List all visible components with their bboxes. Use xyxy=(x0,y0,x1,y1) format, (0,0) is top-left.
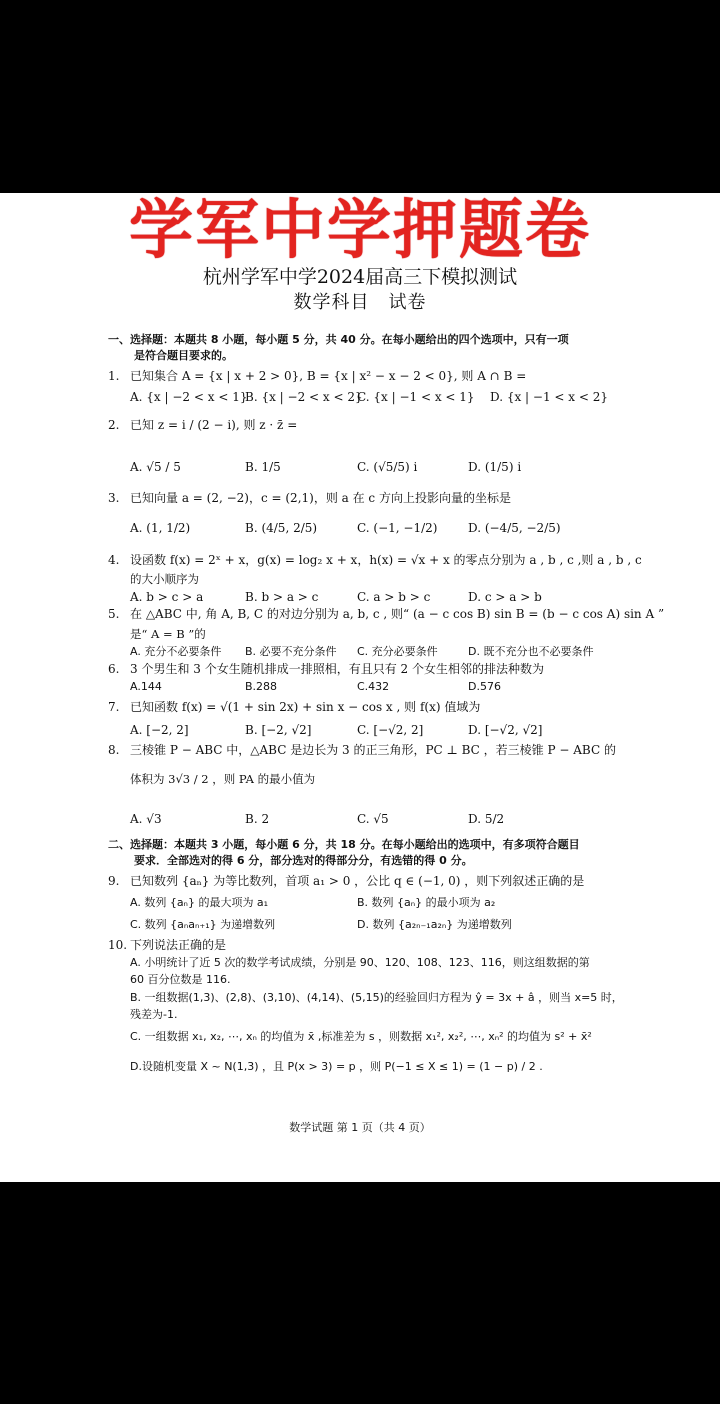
question-text: 已知集合 A = {x | x + 2 > 0}, B = {x | x² − x − 2 < 0}, 则 A ∩ B = xyxy=(130,369,527,383)
banner-title: 学军中学押题卷 xyxy=(129,194,591,268)
question-1 xyxy=(108,368,618,385)
question-10 xyxy=(108,937,618,954)
option-c: C. (√5/5) i xyxy=(357,460,418,474)
question-text: 设函数 f(x) = 2ˣ + x，g(x) = log₂ x + x，h(x) = √x + x 的零点分别为 a , b , c ,则 a , b , c xyxy=(130,553,642,567)
option-b: B. 1/5 xyxy=(245,460,281,474)
question-number: 6. xyxy=(108,662,120,676)
question-3 xyxy=(108,490,618,507)
question-6 xyxy=(108,661,618,678)
question-8-continued: 体积为 3√3 / 2 ，则 PA 的最小值为 xyxy=(130,772,316,786)
q10-option-d: D.设随机变量 X ~ N(1,3) ，且 P(x > 3) = p ，则 P(−1 ≤ X ≤ 1) = (1 − p) / 2 . xyxy=(130,1060,543,1073)
question-text: 三棱锥 P − ABC 中，△ABC 是边长为 3 的正三角形，PC ⊥ BC ，若三棱锥 P − ABC 的 xyxy=(130,743,616,757)
option-a: A. 数列 {aₙ} 的最大项为 a₁ xyxy=(130,896,269,909)
exam-subject: 数学科目 试卷 xyxy=(293,292,427,313)
option-b: B. (4/5, 2/5) xyxy=(245,521,318,535)
option-a: A. b > c > a xyxy=(130,590,204,604)
option-d: D. (1/5) i xyxy=(468,460,522,474)
q10-option-b-line-2: 残差为-1. xyxy=(130,1008,178,1021)
question-7 xyxy=(108,699,618,716)
option-a: A. [−2, 2] xyxy=(130,723,189,737)
option-b: B. [−2, √2] xyxy=(245,723,312,737)
question-5 xyxy=(108,606,665,623)
question-number: 5. xyxy=(108,607,120,621)
question-number: 8. xyxy=(108,743,120,757)
option-c: C. (−1, −1/2) xyxy=(357,521,438,535)
option-c: C.432 xyxy=(357,680,390,693)
question-text: 已知数列 {aₙ} 为等比数列，首项 a₁ > 0 ，公比 q ∈ (−1, 0) ，则下列叙述正确的是 xyxy=(130,874,585,888)
option-b: B. {x | −2 < x < 2} xyxy=(245,390,363,404)
option-c: C. {x | −1 < x < 1} xyxy=(357,390,475,404)
option-b: B. 2 xyxy=(245,812,270,826)
question-2 xyxy=(108,417,618,434)
option-d: D. 数列 {a₂ₙ₋₁a₂ₙ} 为递增数列 xyxy=(357,918,512,931)
section-2-line-1: 二、选择题：本题共 3 小题，每小题 6 分，共 18 分。在每小题给出的选项中，有多项符合题目 xyxy=(108,838,580,851)
option-b: B. b > a > c xyxy=(245,590,319,604)
option-b: B.288 xyxy=(245,680,278,693)
option-a: A. {x | −2 < x < 1} xyxy=(130,390,248,404)
option-c: C. [−√2, 2] xyxy=(357,723,424,737)
question-text: 已知 z = i / (2 − i), 则 z · z̄ = xyxy=(130,418,298,432)
question-number: 2. xyxy=(108,418,120,432)
option-a: A. (1, 1/2) xyxy=(130,521,191,535)
option-a: A. √3 xyxy=(130,812,162,826)
page-footer: 数学试题 第 1 页（共 4 页） xyxy=(289,1121,431,1134)
question-number: 10. xyxy=(108,938,128,952)
question-9 xyxy=(108,873,618,890)
section-1-line-2: 是符合题目要求的。 xyxy=(134,349,233,362)
question-text: 下列说法正确的是 xyxy=(130,938,227,952)
option-d: D. 5/2 xyxy=(468,812,505,826)
option-d: D. [−√2, √2] xyxy=(468,723,543,737)
section-2-instructions xyxy=(108,837,616,869)
option-a: A.144 xyxy=(130,680,162,693)
question-text: 已知函数 f(x) = √(1 + sin 2x) + sin x − cos x , 则 f(x) 值域为 xyxy=(130,700,481,714)
q10-option-b-line-1: B. 一组数据(1,3)、(2,8)、(3,10)、(4,14)、(5,15)的经验回归方程为 ŷ = 3x + â ，则当 x=5 时， xyxy=(130,991,623,1004)
q10-option-a-line-1: A. 小明统计了近 5 次的数学考试成绩，分别是 90、120、108、123、116，则这组数据的第 xyxy=(130,956,590,969)
option-c: C. a > b > c xyxy=(357,590,431,604)
question-number: 1. xyxy=(108,369,120,383)
option-b: B. 必要不充分条件 xyxy=(245,645,337,658)
question-8 xyxy=(108,742,618,759)
option-c: C. 充分必要条件 xyxy=(357,645,438,658)
exam-title: 杭州学军中学2024届高三下模拟测试 xyxy=(202,266,518,288)
question-4-continued: 的大小顺序为 xyxy=(130,572,199,586)
option-d: D. 既不充分也不必要条件 xyxy=(468,645,594,658)
option-d: D. (−4/5, −2/5) xyxy=(468,521,561,535)
q10-option-a-line-2: 60 百分位数是 116. xyxy=(130,973,231,986)
question-4 xyxy=(108,552,642,569)
question-number: 3. xyxy=(108,491,120,505)
question-text: 3 个男生和 3 个女生随机排成一排照相，有且只有 2 个女生相邻的排法种数为 xyxy=(130,662,544,676)
option-d: D. {x | −1 < x < 2} xyxy=(490,390,608,404)
question-number: 9. xyxy=(108,874,120,888)
option-b: B. 数列 {aₙ} 的最小项为 a₂ xyxy=(357,896,496,909)
option-d: D.576 xyxy=(468,680,501,693)
option-c: C. 数列 {aₙaₙ₊₁} 为递增数列 xyxy=(130,918,276,931)
q10-option-c: C. 一组数据 x₁, x₂, ⋯, xₙ 的均值为 x̄ ,标准差为 s ，则数据 x₁², x₂², ⋯, xₙ² 的均值为 s² + x̄² xyxy=(130,1030,592,1043)
question-text: 已知向量 a = (2, −2)，c = (2,1)，则 a 在 c 方向上投影向量的坐标是 xyxy=(130,491,511,505)
exam-page xyxy=(0,193,720,1182)
question-5-continued: 是“ A = B ”的 xyxy=(130,627,206,641)
section-1-instructions xyxy=(108,332,616,364)
option-c: C. √5 xyxy=(357,812,389,826)
question-number: 7. xyxy=(108,700,120,714)
option-a: A. 充分不必要条件 xyxy=(130,645,222,658)
option-a: A. √5 / 5 xyxy=(130,460,181,474)
section-2-line-2: 要求．全部选对的得 6 分，部分选对的得部分分，有选错的得 0 分。 xyxy=(134,854,473,867)
option-d: D. c > a > b xyxy=(468,590,542,604)
question-text: 在 △ABC 中, 角 A, B, C 的对边分别为 a, b, c , 则“ (a − c cos B) sin B = (b − c cos A) sin A ” xyxy=(130,607,665,621)
section-1-line-1: 一、选择题：本题共 8 小题，每小题 5 分，共 40 分。在每小题给出的四个选项中，只有一项 xyxy=(108,333,569,346)
question-number: 4. xyxy=(108,553,120,567)
